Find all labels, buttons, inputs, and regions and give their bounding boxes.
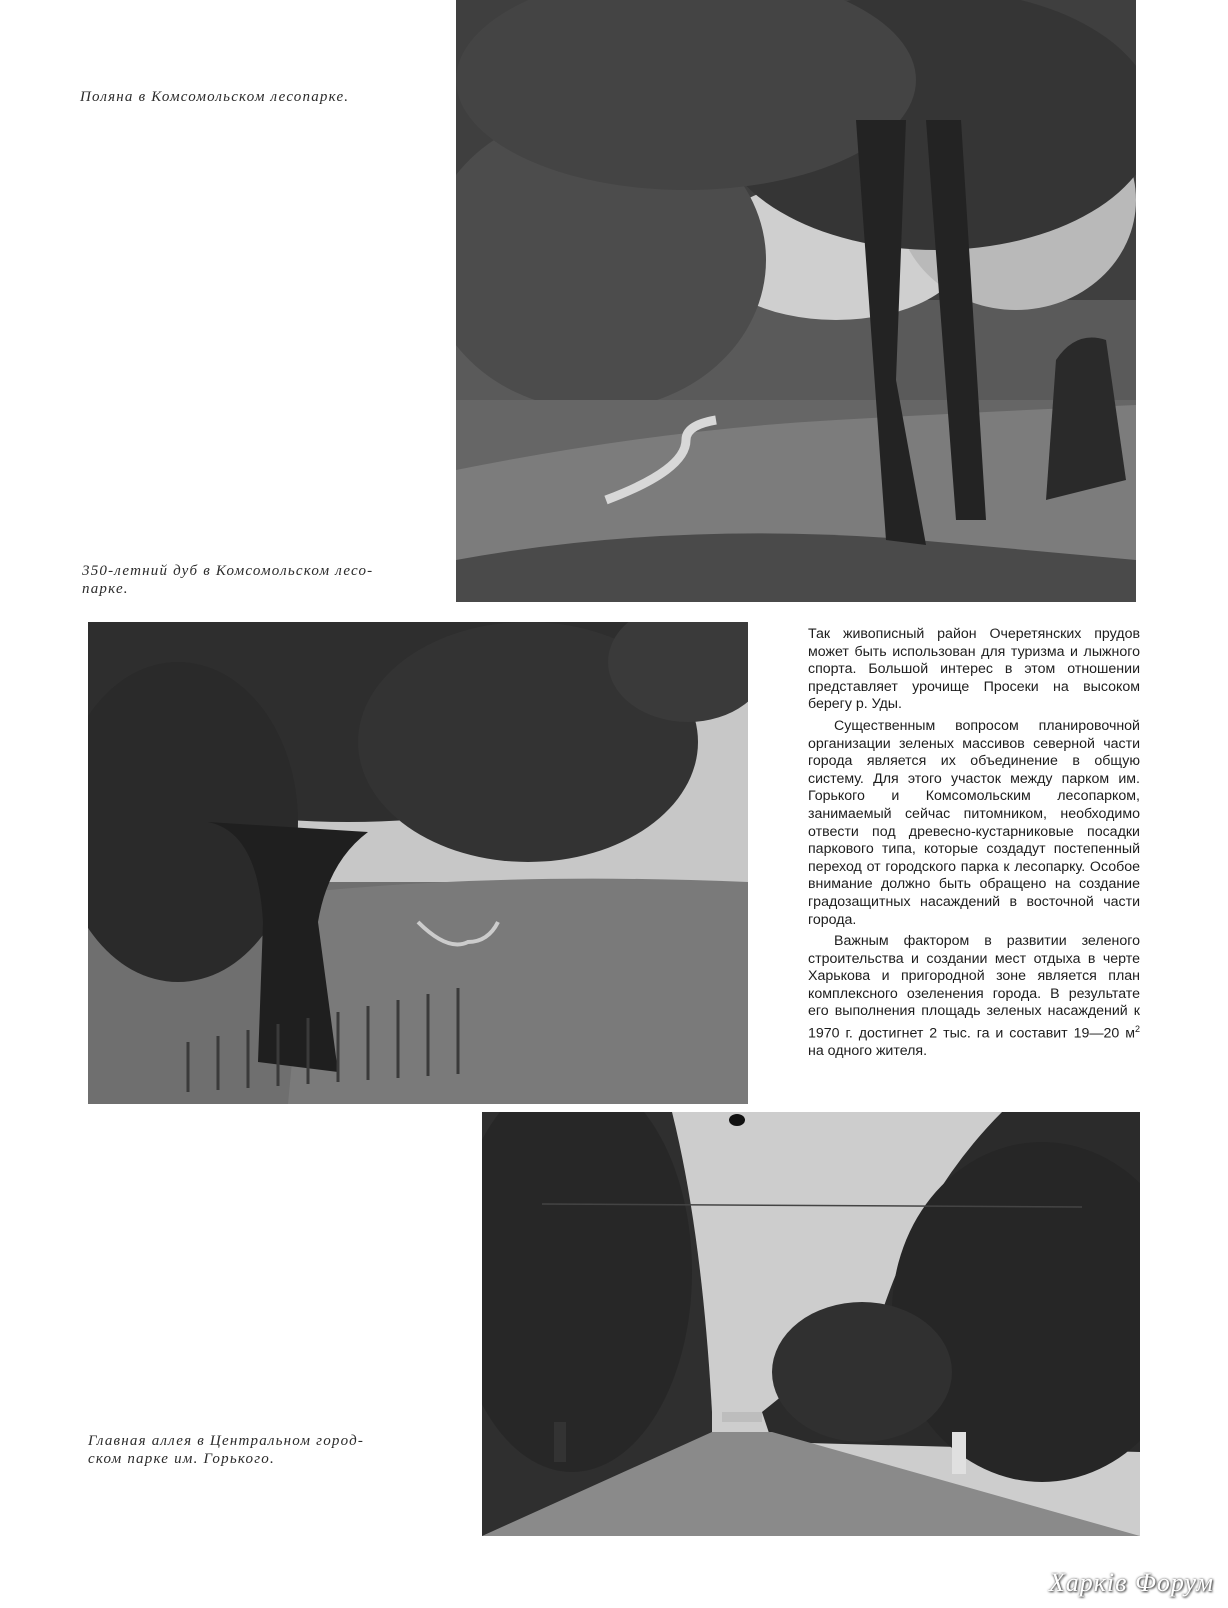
photo-meadow [456,0,1136,602]
article-text [808,626,1140,1065]
article-paragraph-1: Так живописный район Очеретянских прудов может быть использован для туризма и лыжного спорта. Большой интерес в этом отношении представляет урочище Просеки на высоком берегу р. Уды. [808,626,1140,713]
article-paragraph-3 [808,933,1140,1061]
superscript-2: 2 [1134,1024,1140,1035]
caption-oak-line1: 350-летний дуб в Комсомольском лесо- [82,563,374,579]
article-paragraph-2: Существенным вопросом планировочной организации зеленых массивов северной части города является их объединение в общую систему. Для этого участок между парком им. Горького и Комсомольским лесопарком, занимаемый сейчас питомником, необходимо отвести под древесно-кустарниковые посадки паркового типа, которые создадут постепенный переход от городского парка к лесопарку. Особое внимание должно быть обращено на создание градозащитных насаждений в восточной части города. [808,717,1140,928]
caption-meadow: Поляна в Комсомольском лесопарке. [80,89,350,105]
photo-alley [482,1112,1140,1536]
watermark-logo: Харків Форум [1048,1568,1214,1597]
photo-oak [88,622,748,1104]
caption-alley-line2: ском парке им. Горького. [88,1451,275,1467]
article-paragraph-3-text: Важным фактором в развитии зеленого строительства и создании мест отдыха в черте Харькова и пригородной зоне является план комплексного озеленения города. В результате его выполнения площадь зеленых насаждений к 1970 г. достигнет 2 тыс. га и составит 19—20 м [808,933,1140,1042]
caption-oak [82,562,422,598]
caption-alley [88,1432,428,1468]
caption-alley-line1: Главная аллея в Центральном город- [88,1433,365,1449]
article-paragraph-3-tail: на одного жителя. [808,1043,928,1060]
caption-oak-line2: парке. [82,581,129,597]
